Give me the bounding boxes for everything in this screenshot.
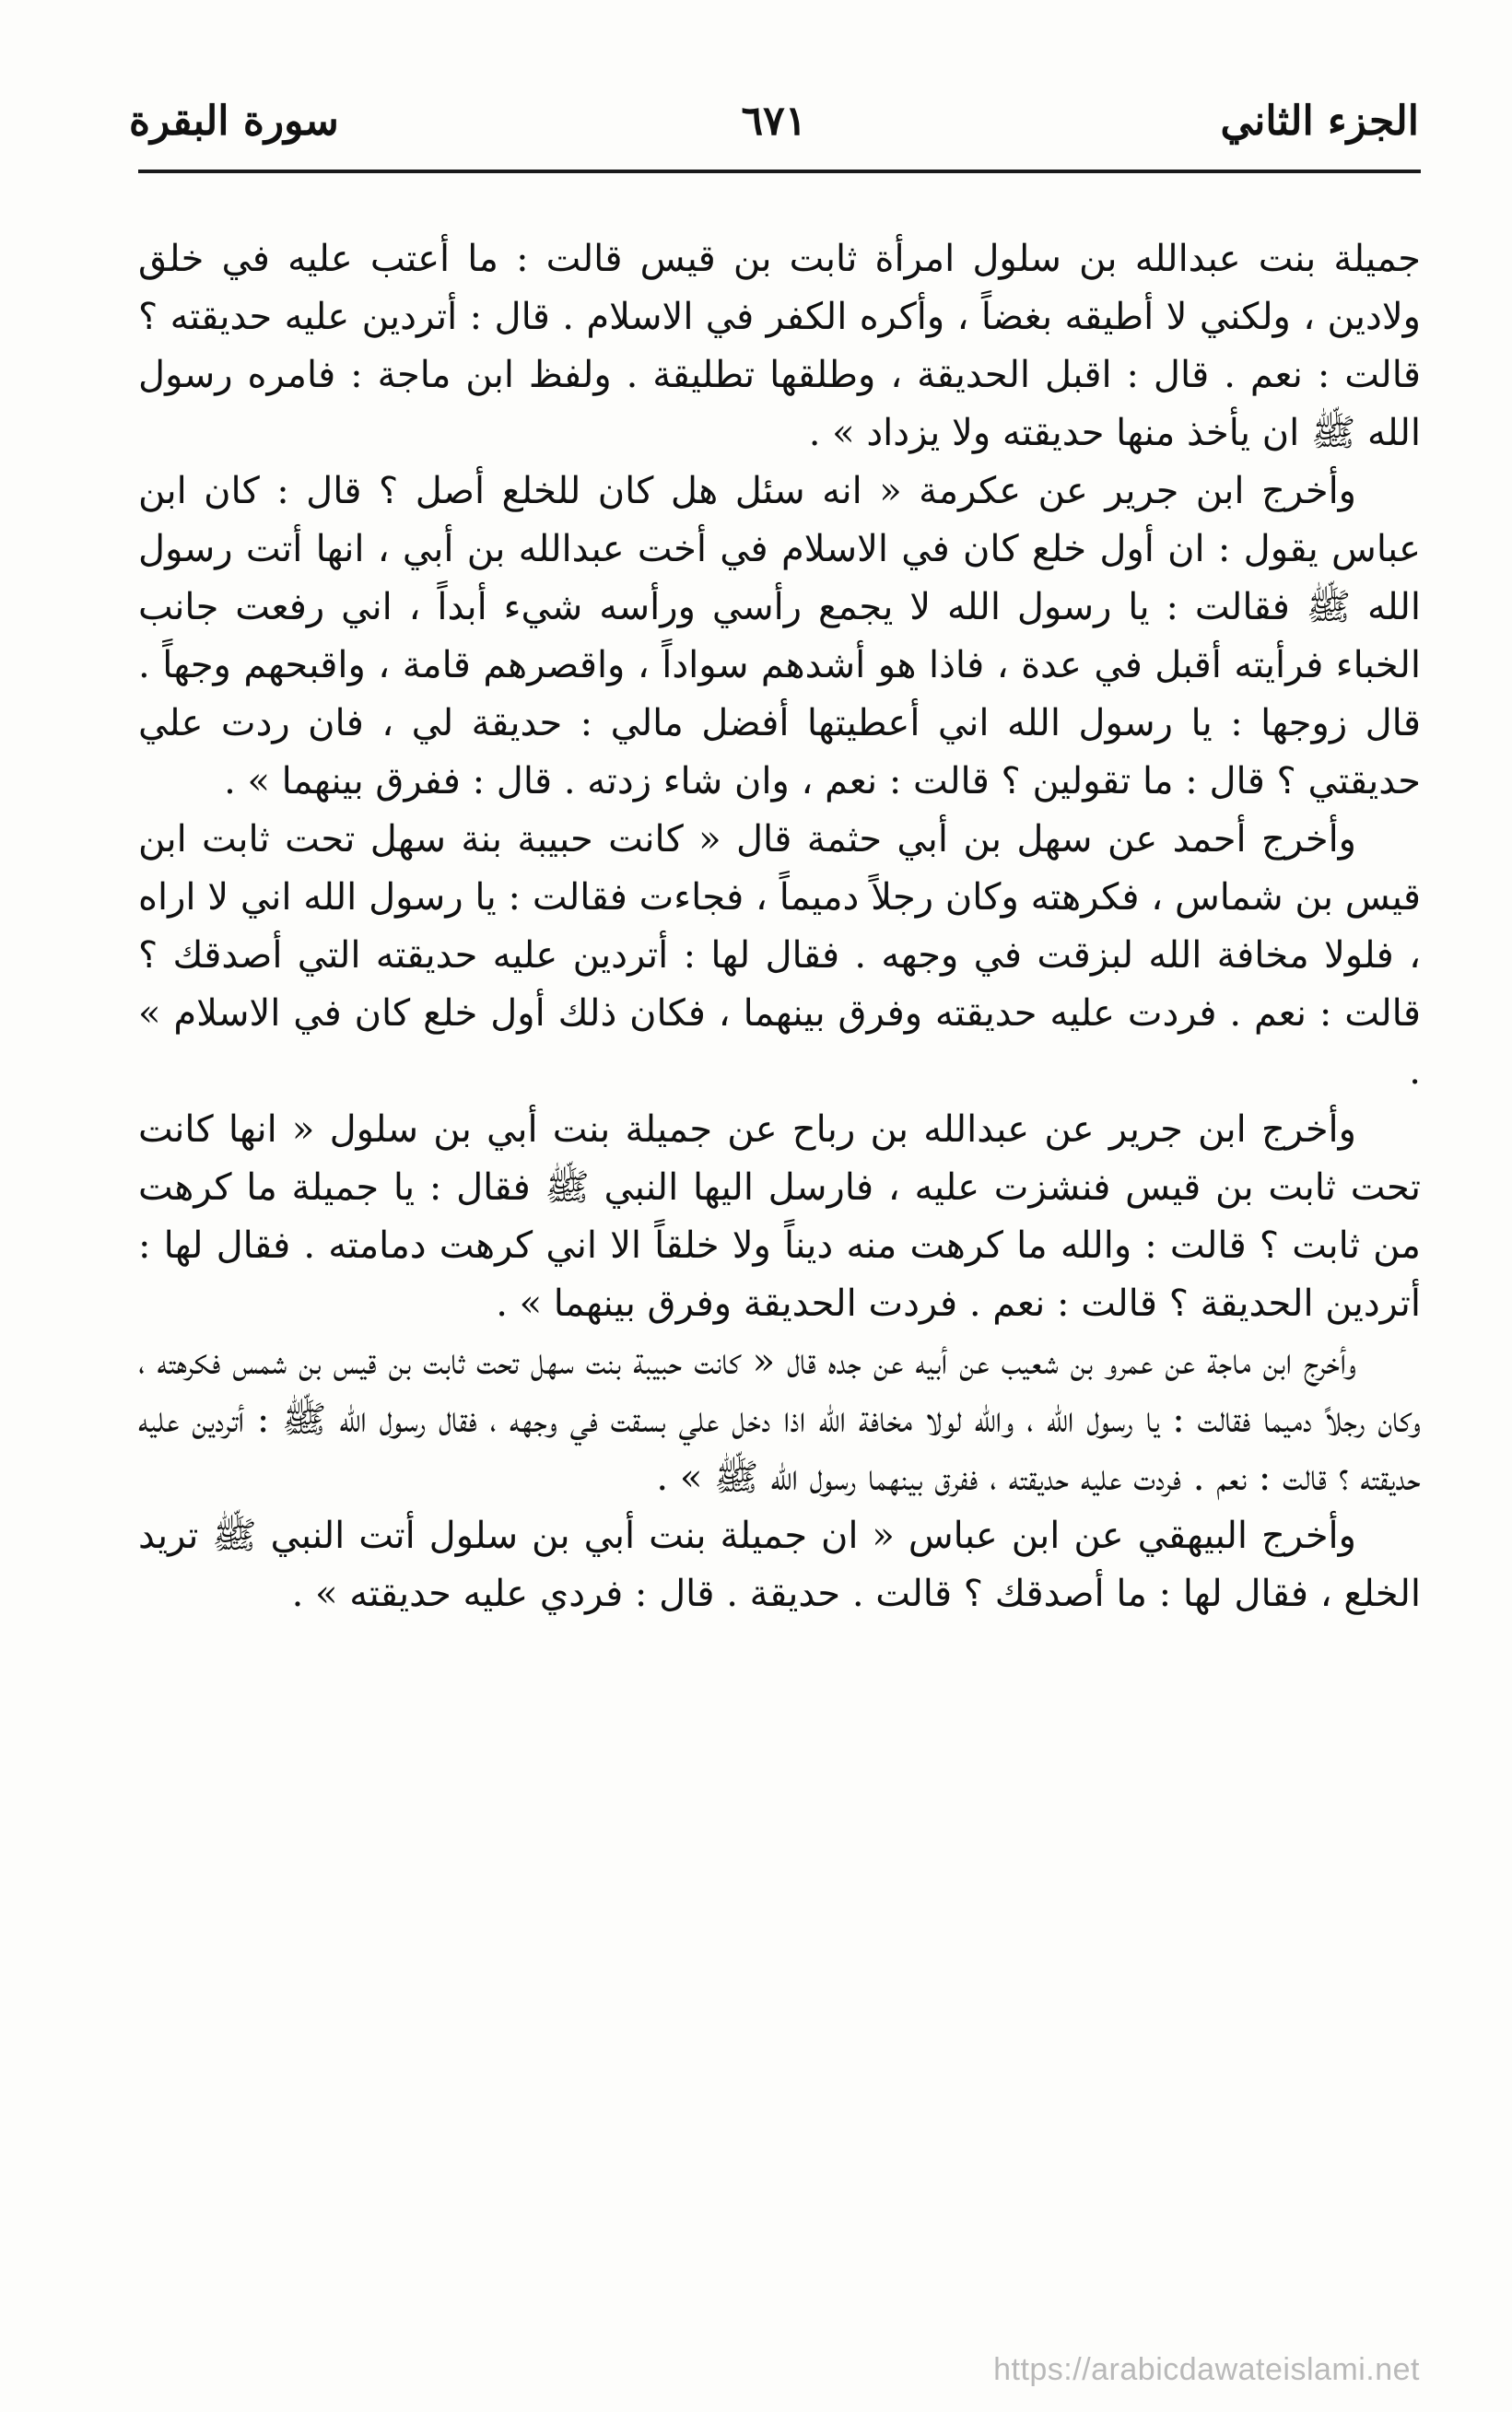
paragraph: جميلة بنت عبدالله بن سلول امرأة ثابت بن قيس قالت : ما أعتب عليه في خلق ولادين ، ولكني لا أطيقه بغضاً ، وأكره الكفر في الاسلام . قال : أتردين عليه حديقته ؟ قالت : نعم . قال : اقبل الحديقة ، وطلقها تطليقة . ولفظ ابن ماجة : فامره رسول الله ﷺ ان يأخذ منها حديقته ولا يزداد » . [138, 238, 1422, 454]
page-body [138, 230, 1421, 1623]
part-title: الجزء الثاني [1220, 98, 1419, 145]
header-divider [138, 170, 1421, 173]
source-watermark: https://arabicdawateislami.net [993, 2352, 1420, 2387]
page-number: ٦٧١ [741, 98, 807, 145]
paragraph: وأخرج ابن جرير عن عكرمة « انه سئل هل كان للخلع أصل ؟ قال : كان ابن عباس يقول : ان أول خلع كان في الاسلام في أخت عبدالله بن أبي ، انها أتت رسول الله ﷺ فقالت : يا رسول الله لا يجمع رأسي ورأسه شيء أبداً ، اني رفعت جانب الخباء فرأيته أقبل في عدة ، فاذا هو أشدهم سواداً ، واقصرهم قامة ، واقبحهم وجهاً . قال زوجها : يا رسول الله اني أعطيتها أفضل مالي : حديقة لي ، فان ردت علي حديقتي ؟ قال : ما تقولين ؟ قالت : نعم ، وان شاء زدته . قال : ففرق بينهما » . [138, 470, 1421, 802]
paragraph: وأخرج ابن ماجة عن عمرو بن شعيب عن أبيه عن جده قال « كانت حبيبة بنت سهل تحت ثابت بن قيس بن شمس فكرهته ، وكان رجلاً دميما فقالت : يا رسول الله ، والله لولا مخافة الله اذا دخل علي بسقت في وجهه ، فقال رسول الله ﷺ : أتردين عليه حديقته ؟ قالت : نعم . فردت عليه حديقته ، ففرق بينهما رسول الله ﷺ » . [138, 1341, 1421, 1499]
paragraph: وأخرج ابن جرير عن عبدالله بن رباح عن جميلة بنت أبي بن سلول « انها كانت تحت ثابت بن قيس فنشزت عليه ، فارسل اليها النبي ﷺ فقال : يا جميلة ما كرهت من ثابت ؟ قالت : والله ما كرهت منه ديناً ولا خلقاً الا اني كرهت دمامته . فقال لها : أتردين الحديقة ؟ قالت : نعم . فردت الحديقة وفرق بينهما » . [138, 1108, 1421, 1325]
paragraph: وأخرج أحمد عن سهل بن أبي حثمة قال « كانت حبيبة بنة سهل تحت ثابت ابن قيس بن شماس ، فكرهته وكان رجلاً دميماً ، فجاءت فقالت : يا رسول الله اني لا اراه ، فلولا مخافة الله لبزقت في وجهه . فقال لها : أتردين عليه حديقته التي أصدقك ؟ قالت : نعم . فردت عليه حديقته وفرق بينهما ، فكان ذلك أول خلع كان في الاسلام » . [138, 818, 1421, 1093]
page-header [129, 85, 1419, 158]
surah-title: سورة البقرة [129, 98, 339, 145]
paragraph: وأخرج البيهقي عن ابن عباس « ان جميلة بنت أبي بن سلول أتت النبي ﷺ تريد الخلع ، فقال لها : ما أصدقك ؟ قالت . حديقة . قال : فردي عليه حديقته » . [138, 1515, 1421, 1615]
